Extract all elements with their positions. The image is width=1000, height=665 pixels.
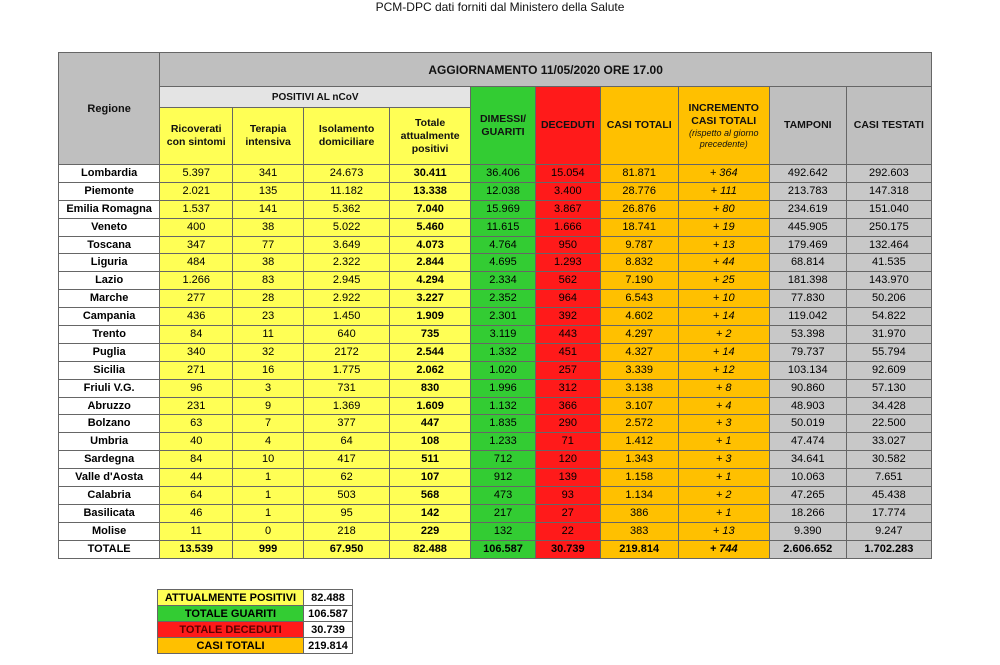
cell-region: Basilicata [59,504,160,522]
cell-ter: 1 [233,469,304,487]
cell-dec: 3.867 [535,200,600,218]
cell-iso: 417 [304,451,390,469]
cell-ter: 38 [233,218,304,236]
cell-iso: 218 [304,522,390,540]
cell-dim: 4.764 [471,236,536,254]
cell-inc: + 3 [678,415,769,433]
cell-dec: 1.666 [535,218,600,236]
table-row [59,182,932,200]
cell-tam: 47.474 [769,433,846,451]
cell-tam: 9.390 [769,522,846,540]
cell-ric: 340 [160,343,233,361]
cell-inc: + 111 [678,182,769,200]
cell-dim: 11.615 [471,218,536,236]
cell-dec: 139 [535,469,600,487]
cell-tam: 50.019 [769,415,846,433]
cell-dim: 1.996 [471,379,536,397]
cell-casi: 4.297 [600,326,678,344]
cell-casi: 1.158 [600,469,678,487]
cell-ter: 1 [233,504,304,522]
cell-ric: 271 [160,361,233,379]
cell-inc: + 2 [678,487,769,505]
cell-dec: 562 [535,272,600,290]
cell-ric: 347 [160,236,233,254]
legend-row [158,606,353,622]
cell-tot: 30.411 [390,165,471,183]
cell-ter: 32 [233,343,304,361]
cell-iso: 2172 [304,343,390,361]
table-row [59,487,932,505]
cell-ter: 11 [233,326,304,344]
summary-legend [157,589,353,654]
cell-ter: 141 [233,200,304,218]
cell-iso: 1.369 [304,397,390,415]
cell-tam: 48.903 [769,397,846,415]
cell-inc: + 19 [678,218,769,236]
cell-tot: 7.040 [390,200,471,218]
cell-tam: 103.134 [769,361,846,379]
table-row [59,218,932,236]
cell-iso: 64 [304,433,390,451]
cell-region: Veneto [59,218,160,236]
total-dim: 106.587 [471,540,536,558]
cell-ric: 44 [160,469,233,487]
cell-ric: 5.397 [160,165,233,183]
cell-ric: 64 [160,487,233,505]
cell-tot: 108 [390,433,471,451]
cell-tam: 34.641 [769,451,846,469]
cell-tot: 5.460 [390,218,471,236]
cell-casi: 2.572 [600,415,678,433]
cell-test: 151.040 [846,200,931,218]
header-regione: Regione [59,53,160,165]
cell-casi: 28.776 [600,182,678,200]
cell-inc: + 1 [678,504,769,522]
cell-region: Toscana [59,236,160,254]
cell-test: 7.651 [846,469,931,487]
cell-tam: 79.737 [769,343,846,361]
total-ric: 13.539 [160,540,233,558]
cell-test: 45.438 [846,487,931,505]
cell-tam: 234.619 [769,200,846,218]
legend-row [158,590,353,606]
cell-ric: 277 [160,290,233,308]
cell-inc: + 80 [678,200,769,218]
table-row [59,469,932,487]
cell-tot: 107 [390,469,471,487]
cell-tot: 568 [390,487,471,505]
cell-dec: 22 [535,522,600,540]
header-terapia: Terapia intensiva [233,108,304,165]
cell-tot: 447 [390,415,471,433]
cell-ter: 28 [233,290,304,308]
cell-iso: 11.182 [304,182,390,200]
cell-dim: 217 [471,504,536,522]
cell-ter: 0 [233,522,304,540]
cell-test: 57.130 [846,379,931,397]
cell-test: 250.175 [846,218,931,236]
cell-inc: + 12 [678,361,769,379]
cell-casi: 383 [600,522,678,540]
cell-dec: 120 [535,451,600,469]
cell-region: Sicilia [59,361,160,379]
cell-dim: 2.352 [471,290,536,308]
header-positivi-group: POSITIVI AL nCoV [160,87,471,108]
cell-iso: 2.322 [304,254,390,272]
cell-ric: 11 [160,522,233,540]
cell-test: 92.609 [846,361,931,379]
cell-region: Campania [59,308,160,326]
cell-region: Valle d'Aosta [59,469,160,487]
cell-tam: 213.783 [769,182,846,200]
total-tam: 2.606.652 [769,540,846,558]
cell-dec: 15.054 [535,165,600,183]
cell-ter: 16 [233,361,304,379]
total-dec: 30.739 [535,540,600,558]
cell-dec: 366 [535,397,600,415]
cell-test: 9.247 [846,522,931,540]
cell-test: 34.428 [846,397,931,415]
legend-value: 106.587 [304,606,353,622]
total-tot: 82.488 [390,540,471,558]
legend-row [158,622,353,638]
cell-test: 22.500 [846,415,931,433]
cell-test: 143.970 [846,272,931,290]
cell-dim: 36.406 [471,165,536,183]
cell-dec: 257 [535,361,600,379]
cell-iso: 503 [304,487,390,505]
cell-iso: 5.362 [304,200,390,218]
cell-tot: 735 [390,326,471,344]
cell-iso: 3.649 [304,236,390,254]
legend-value: 219.814 [304,638,353,654]
cell-casi: 4.602 [600,308,678,326]
cell-test: 50.206 [846,290,931,308]
cell-dec: 1.293 [535,254,600,272]
cell-tot: 229 [390,522,471,540]
cell-test: 30.582 [846,451,931,469]
cell-test: 31.970 [846,326,931,344]
cell-region: Lazio [59,272,160,290]
table-row [59,343,932,361]
cell-test: 17.774 [846,504,931,522]
cell-test: 292.603 [846,165,931,183]
cell-tot: 4.073 [390,236,471,254]
cell-tot: 2.844 [390,254,471,272]
table-row [59,504,932,522]
table-row [59,415,932,433]
cell-dec: 964 [535,290,600,308]
cell-tot: 142 [390,504,471,522]
legend-label: CASI TOTALI [158,638,304,654]
cell-inc: + 364 [678,165,769,183]
cell-dim: 1.233 [471,433,536,451]
total-inc: + 744 [678,540,769,558]
cell-casi: 18.741 [600,218,678,236]
cell-dec: 27 [535,504,600,522]
cell-tam: 181.398 [769,272,846,290]
total-test: 1.702.283 [846,540,931,558]
cell-tot: 1.909 [390,308,471,326]
cell-ric: 84 [160,451,233,469]
cell-tam: 445.905 [769,218,846,236]
table-row [59,254,932,272]
table-title: AGGIORNAMENTO 11/05/2020 ORE 17.00 [160,53,932,87]
legend-value: 30.739 [304,622,353,638]
total-row [59,540,932,558]
cell-casi: 26.876 [600,200,678,218]
cell-inc: + 2 [678,326,769,344]
cell-tot: 1.609 [390,397,471,415]
cell-casi: 3.339 [600,361,678,379]
cell-tot: 511 [390,451,471,469]
cell-casi: 8.832 [600,254,678,272]
cell-tam: 179.469 [769,236,846,254]
cell-dim: 12.038 [471,182,536,200]
cell-dec: 451 [535,343,600,361]
table-row [59,451,932,469]
table-row [59,290,932,308]
legend-value: 82.488 [304,590,353,606]
legend-label: TOTALE GUARITI [158,606,304,622]
cell-tam: 492.642 [769,165,846,183]
cell-inc: + 3 [678,451,769,469]
total-ter: 999 [233,540,304,558]
cell-tam: 53.398 [769,326,846,344]
cell-region: Molise [59,522,160,540]
cell-iso: 5.022 [304,218,390,236]
cell-test: 147.318 [846,182,931,200]
header-incremento-label: INCREMENTO CASI TOTALI [688,101,759,127]
cell-ter: 77 [233,236,304,254]
legend-label: ATTUALMENTE POSITIVI [158,590,304,606]
table-row [59,165,932,183]
cell-dim: 1.020 [471,361,536,379]
cell-casi: 6.543 [600,290,678,308]
cell-ter: 83 [233,272,304,290]
cell-ric: 400 [160,218,233,236]
cell-region: Umbria [59,433,160,451]
cell-dec: 71 [535,433,600,451]
table-row [59,379,932,397]
cell-region: Sardegna [59,451,160,469]
cell-inc: + 13 [678,522,769,540]
cell-region: Trento [59,326,160,344]
table-row [59,326,932,344]
cell-ter: 23 [233,308,304,326]
cell-ric: 2.021 [160,182,233,200]
cell-region: Marche [59,290,160,308]
cell-dec: 312 [535,379,600,397]
cell-region: Calabria [59,487,160,505]
cell-ter: 7 [233,415,304,433]
cell-dim: 1.835 [471,415,536,433]
table-row [59,272,932,290]
table-row [59,200,932,218]
cell-casi: 7.190 [600,272,678,290]
cell-casi: 1.343 [600,451,678,469]
cell-casi: 81.871 [600,165,678,183]
cell-ric: 46 [160,504,233,522]
cell-tot: 4.294 [390,272,471,290]
total-casi: 219.814 [600,540,678,558]
cell-test: 54.822 [846,308,931,326]
cell-dim: 15.969 [471,200,536,218]
cell-inc: + 4 [678,397,769,415]
cell-tot: 830 [390,379,471,397]
cell-inc: + 13 [678,236,769,254]
cell-dim: 473 [471,487,536,505]
table-row [59,522,932,540]
cell-ter: 10 [233,451,304,469]
source-note: PCM-DPC dati forniti dal Ministero della Salute [375,0,625,14]
cell-ter: 4 [233,433,304,451]
cell-iso: 377 [304,415,390,433]
cell-casi: 1.134 [600,487,678,505]
cell-region: Piemonte [59,182,160,200]
cell-inc: + 14 [678,308,769,326]
cell-test: 132.464 [846,236,931,254]
cell-ric: 40 [160,433,233,451]
cell-tam: 18.266 [769,504,846,522]
cell-region: Abruzzo [59,397,160,415]
cell-tam: 10.063 [769,469,846,487]
header-casi-testati: CASI TESTATI [846,87,931,165]
cell-ric: 231 [160,397,233,415]
legend-row [158,638,353,654]
cell-inc: + 44 [678,254,769,272]
cell-casi: 3.138 [600,379,678,397]
cell-casi: 386 [600,504,678,522]
table-row [59,361,932,379]
table-row [59,236,932,254]
header-tamponi: TAMPONI [769,87,846,165]
cell-ric: 484 [160,254,233,272]
covid-data-table [58,52,932,559]
cell-dec: 290 [535,415,600,433]
cell-test: 41.535 [846,254,931,272]
cell-dim: 1.332 [471,343,536,361]
header-casi-totali: CASI TOTALI [600,87,678,165]
cell-ter: 135 [233,182,304,200]
cell-region: Bolzano [59,415,160,433]
cell-ric: 63 [160,415,233,433]
cell-dim: 912 [471,469,536,487]
cell-ric: 1.537 [160,200,233,218]
cell-dim: 2.334 [471,272,536,290]
cell-tam: 68.814 [769,254,846,272]
cell-dim: 3.119 [471,326,536,344]
cell-ter: 9 [233,397,304,415]
cell-dim: 712 [471,451,536,469]
cell-region: Friuli V.G. [59,379,160,397]
cell-ric: 84 [160,326,233,344]
cell-tam: 90.860 [769,379,846,397]
cell-dim: 2.301 [471,308,536,326]
cell-tam: 77.830 [769,290,846,308]
cell-region: Liguria [59,254,160,272]
cell-test: 55.794 [846,343,931,361]
cell-casi: 1.412 [600,433,678,451]
cell-iso: 640 [304,326,390,344]
cell-region: Lombardia [59,165,160,183]
cell-tot: 2.544 [390,343,471,361]
cell-dec: 3.400 [535,182,600,200]
cell-ter: 341 [233,165,304,183]
cell-dec: 950 [535,236,600,254]
cell-inc: + 10 [678,290,769,308]
header-deceduti: DECEDUTI [535,87,600,165]
cell-dim: 4.695 [471,254,536,272]
total-region: TOTALE [59,540,160,558]
cell-dec: 443 [535,326,600,344]
cell-region: Puglia [59,343,160,361]
cell-inc: + 1 [678,433,769,451]
header-dimessi: DIMESSI/ GUARITI [471,87,536,165]
total-iso: 67.950 [304,540,390,558]
cell-tot: 2.062 [390,361,471,379]
cell-casi: 9.787 [600,236,678,254]
cell-ric: 436 [160,308,233,326]
cell-region: Emilia Romagna [59,200,160,218]
cell-inc: + 14 [678,343,769,361]
cell-casi: 3.107 [600,397,678,415]
cell-dec: 392 [535,308,600,326]
cell-iso: 1.775 [304,361,390,379]
cell-ter: 1 [233,487,304,505]
cell-ter: 3 [233,379,304,397]
header-incremento-note: (rispetto al giorno precedente) [688,127,759,149]
header-ricoverati: Ricoverati con sintomi [160,108,233,165]
cell-dec: 93 [535,487,600,505]
cell-ric: 96 [160,379,233,397]
cell-inc: + 1 [678,469,769,487]
header-incremento [678,87,769,165]
table-row [59,308,932,326]
cell-casi: 4.327 [600,343,678,361]
cell-dim: 1.132 [471,397,536,415]
cell-iso: 1.450 [304,308,390,326]
cell-dim: 132 [471,522,536,540]
cell-ric: 1.266 [160,272,233,290]
cell-iso: 24.673 [304,165,390,183]
cell-ter: 38 [233,254,304,272]
header-totale-positivi: Totale attualmente positivi [390,108,471,165]
cell-iso: 731 [304,379,390,397]
table-row [59,397,932,415]
cell-iso: 62 [304,469,390,487]
table-row [59,433,932,451]
legend-label: TOTALE DECEDUTI [158,622,304,638]
cell-test: 33.027 [846,433,931,451]
cell-inc: + 25 [678,272,769,290]
cell-tam: 47.265 [769,487,846,505]
cell-tot: 13.338 [390,182,471,200]
cell-tam: 119.042 [769,308,846,326]
cell-inc: + 8 [678,379,769,397]
cell-iso: 2.922 [304,290,390,308]
cell-iso: 2.945 [304,272,390,290]
cell-tot: 3.227 [390,290,471,308]
header-isolamento: Isolamento domiciliare [304,108,390,165]
cell-iso: 95 [304,504,390,522]
